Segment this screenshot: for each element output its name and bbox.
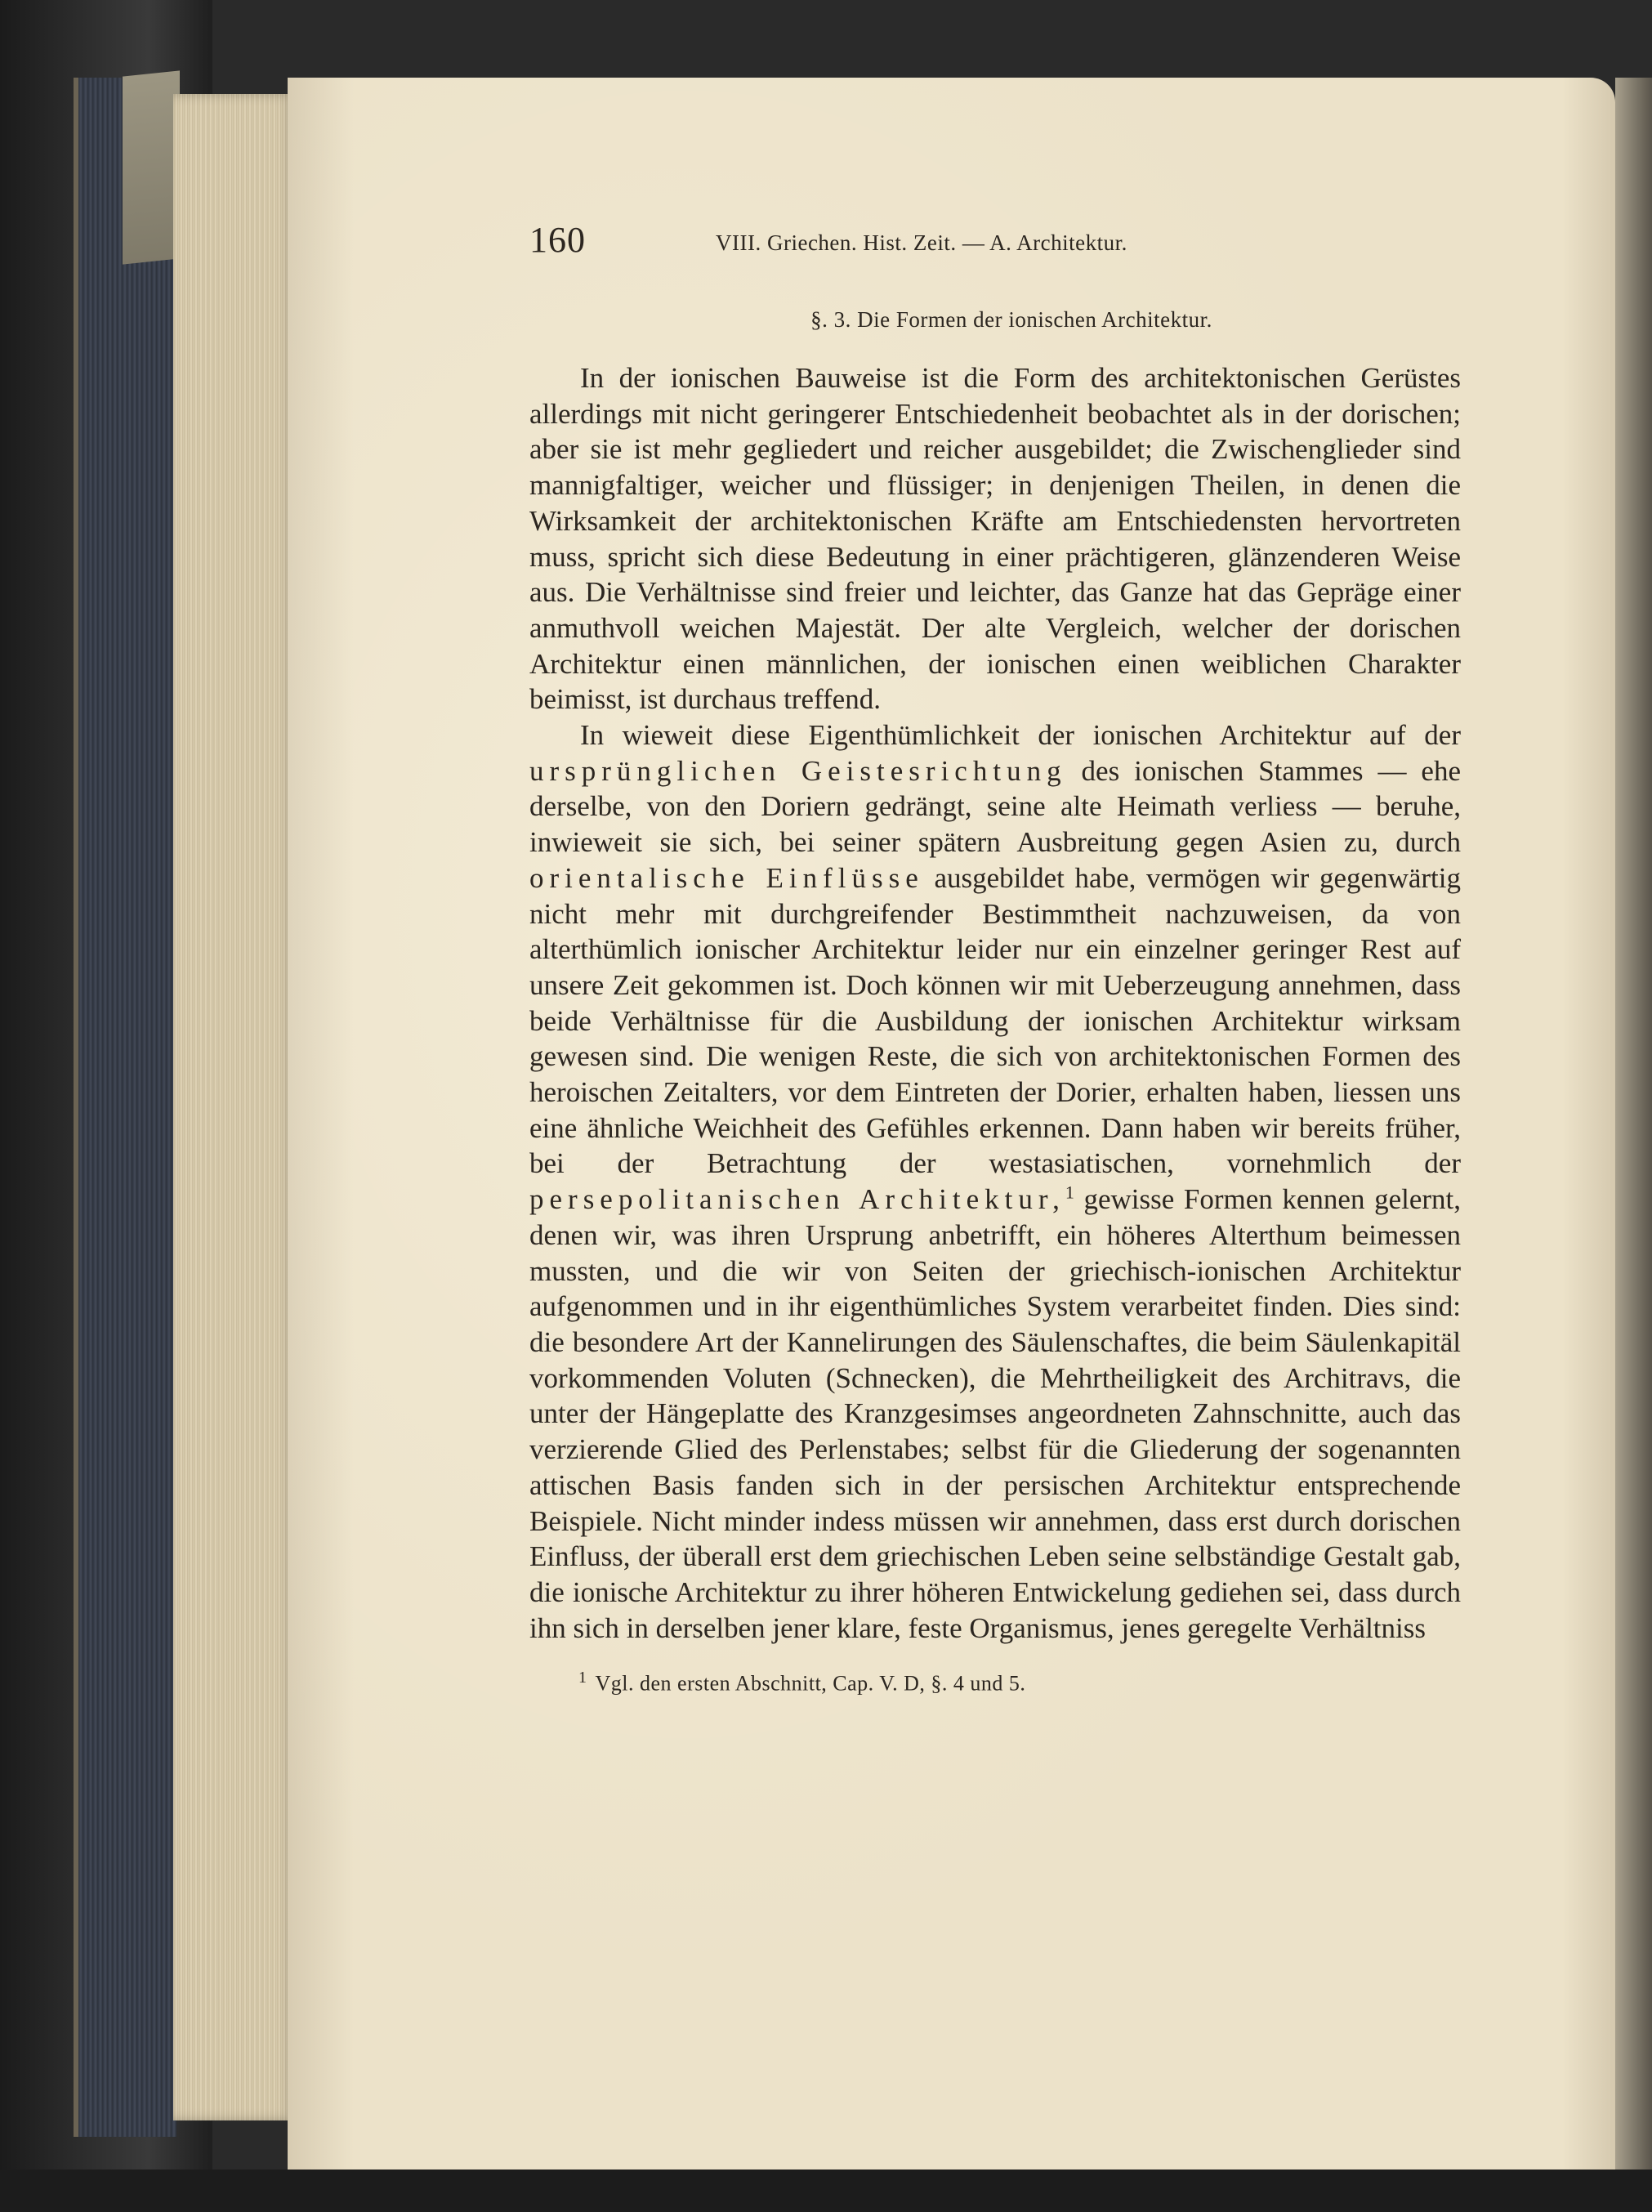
- page-block-edges: [173, 94, 296, 2120]
- footnote-mark: 1: [578, 1669, 587, 1687]
- page-text: [529, 217, 1461, 1696]
- paragraph-2-text-d: gewisse Formen kennen gelernt, denen wir, was ihren Ursprung anbetrifft, ein höheres Alterthum beimessen mussten, und die wir von Seiten der griechisch-ionischen Architektur aufgenommen und in ihr eigenthümliches System verarbeitet finden. Dies sind: die besondere Art der Kannelirungen des Säulenschaftes, die beim Säulenkapitäl vorkommenden Voluten (Schnecken), die Mehrtheiligkeit des Architravs, die unter der Hängeplatte des Kranzgesimses angeordneten Zahnschnitte, auch das verzierende Glied des Perlenstabes; selbst für die Gliederung der sogenannten attischen Basis fanden sich in der persischen Architektur entsprechende Beispiele. Nicht minder indess müssen wir annehmen, dass erst durch dorischen Einfluss, der überall erst dem griechischen Leben seine selbständige Gestalt gab, die ionische Architektur zu ihrer höheren Entwickelung gediehen sei, dass durch ihn sich in derselben jener klare, feste Organismus, jenes geregelte Verhältniss: [529, 1183, 1462, 1644]
- paragraph-1: In der ionischen Bauweise ist die Form des architektonischen Gerüstes allerdings mit nicht geringerer Entschiedenheit beobachtet als in der dorischen; aber sie ist mehr gegliedert und reicher ausgebildet; die Zwischenglieder sind mannigfaltiger, weicher und flüssiger; in denjenigen Theilen, in denen die Wirksamkeit der architektonischen Kräfte am Entschiedensten hervortreten muss, spricht sich diese Bedeutung in einer prächtigeren, glänzenderen Weise aus. Die Verhältnisse sind freier und leichter, das Ganze hat das Gepräge einer anmuthvoll weichen Majestät. Der alte Vergleich, welcher der dorischen Architektur einen männlichen, der ionischen einen weiblichen Charakter beimisst, ist durchaus treffend.: [529, 362, 1461, 716]
- emphasis-ursprungliche-geistesrichtung: ursprünglichen Geistesrichtung: [529, 754, 1067, 787]
- paragraph-2-text-c: ausgebildet habe, vermögen wir gegenwärtig nicht mehr mit durchgreifender Bestimmtheit nachzuweisen, da von alterthümlich ionischer Architektur leider nur ein einzelner geringer Rest auf unsere Zeit gekommen ist. Doch können wir mit Ueberzeugung annehmen, dass beide Verhältnisse für die Ausbildung der ionischen Architektur wirksam gewesen sind. Die wenigen Reste, die sich von architektonischen Formen des heroischen Zeitalters, vor dem Eintreten der Dorier, erhalten haben, liessen uns eine ähnliche Weichheit des Gefühles erkennen. Dann haben wir bereits früher, bei der Betrachtung der westasiatischen, vornehmlich der: [529, 861, 1461, 1180]
- page-header: [529, 217, 1461, 283]
- footnote-reference: 1: [1065, 1182, 1074, 1203]
- cover-cloth-edge: [74, 78, 176, 2137]
- page-number: 160: [529, 220, 586, 260]
- facing-page-edge: [1615, 78, 1652, 2170]
- paragraph-2-text-b: des ionischen Stammes — ehe derselbe, von den Doriern gedrängt, seine alte Heimath verliess — beruhe, inwieweit sie sich, bei seiner spätern Ausbreitung gegen Asien zu, durch: [529, 754, 1462, 859]
- footnote-text: Vgl. den ersten Abschnitt, Cap. V. D, §. 4 und 5.: [595, 1671, 1026, 1696]
- emphasis-orientalische-einflusse: orientalische Einflüsse: [529, 861, 924, 894]
- scan-background: [0, 2170, 1652, 2212]
- paragraph-2-text-a: In wieweit diese Eigenthümlichkeit der ionischen Architektur auf der: [580, 719, 1461, 752]
- cover-corner: [123, 70, 180, 264]
- footnote: [529, 1669, 1461, 1696]
- emphasis-persepolitanische-architektur: persepolitanischen Architektur,: [529, 1183, 1065, 1216]
- section-title: §. 3. Die Formen der ionischen Architektur.: [810, 307, 1212, 332]
- paragraph-2: [529, 717, 1461, 1646]
- running-head: VIII. Griechen. Hist. Zeit. — A. Architektur.: [716, 230, 1127, 255]
